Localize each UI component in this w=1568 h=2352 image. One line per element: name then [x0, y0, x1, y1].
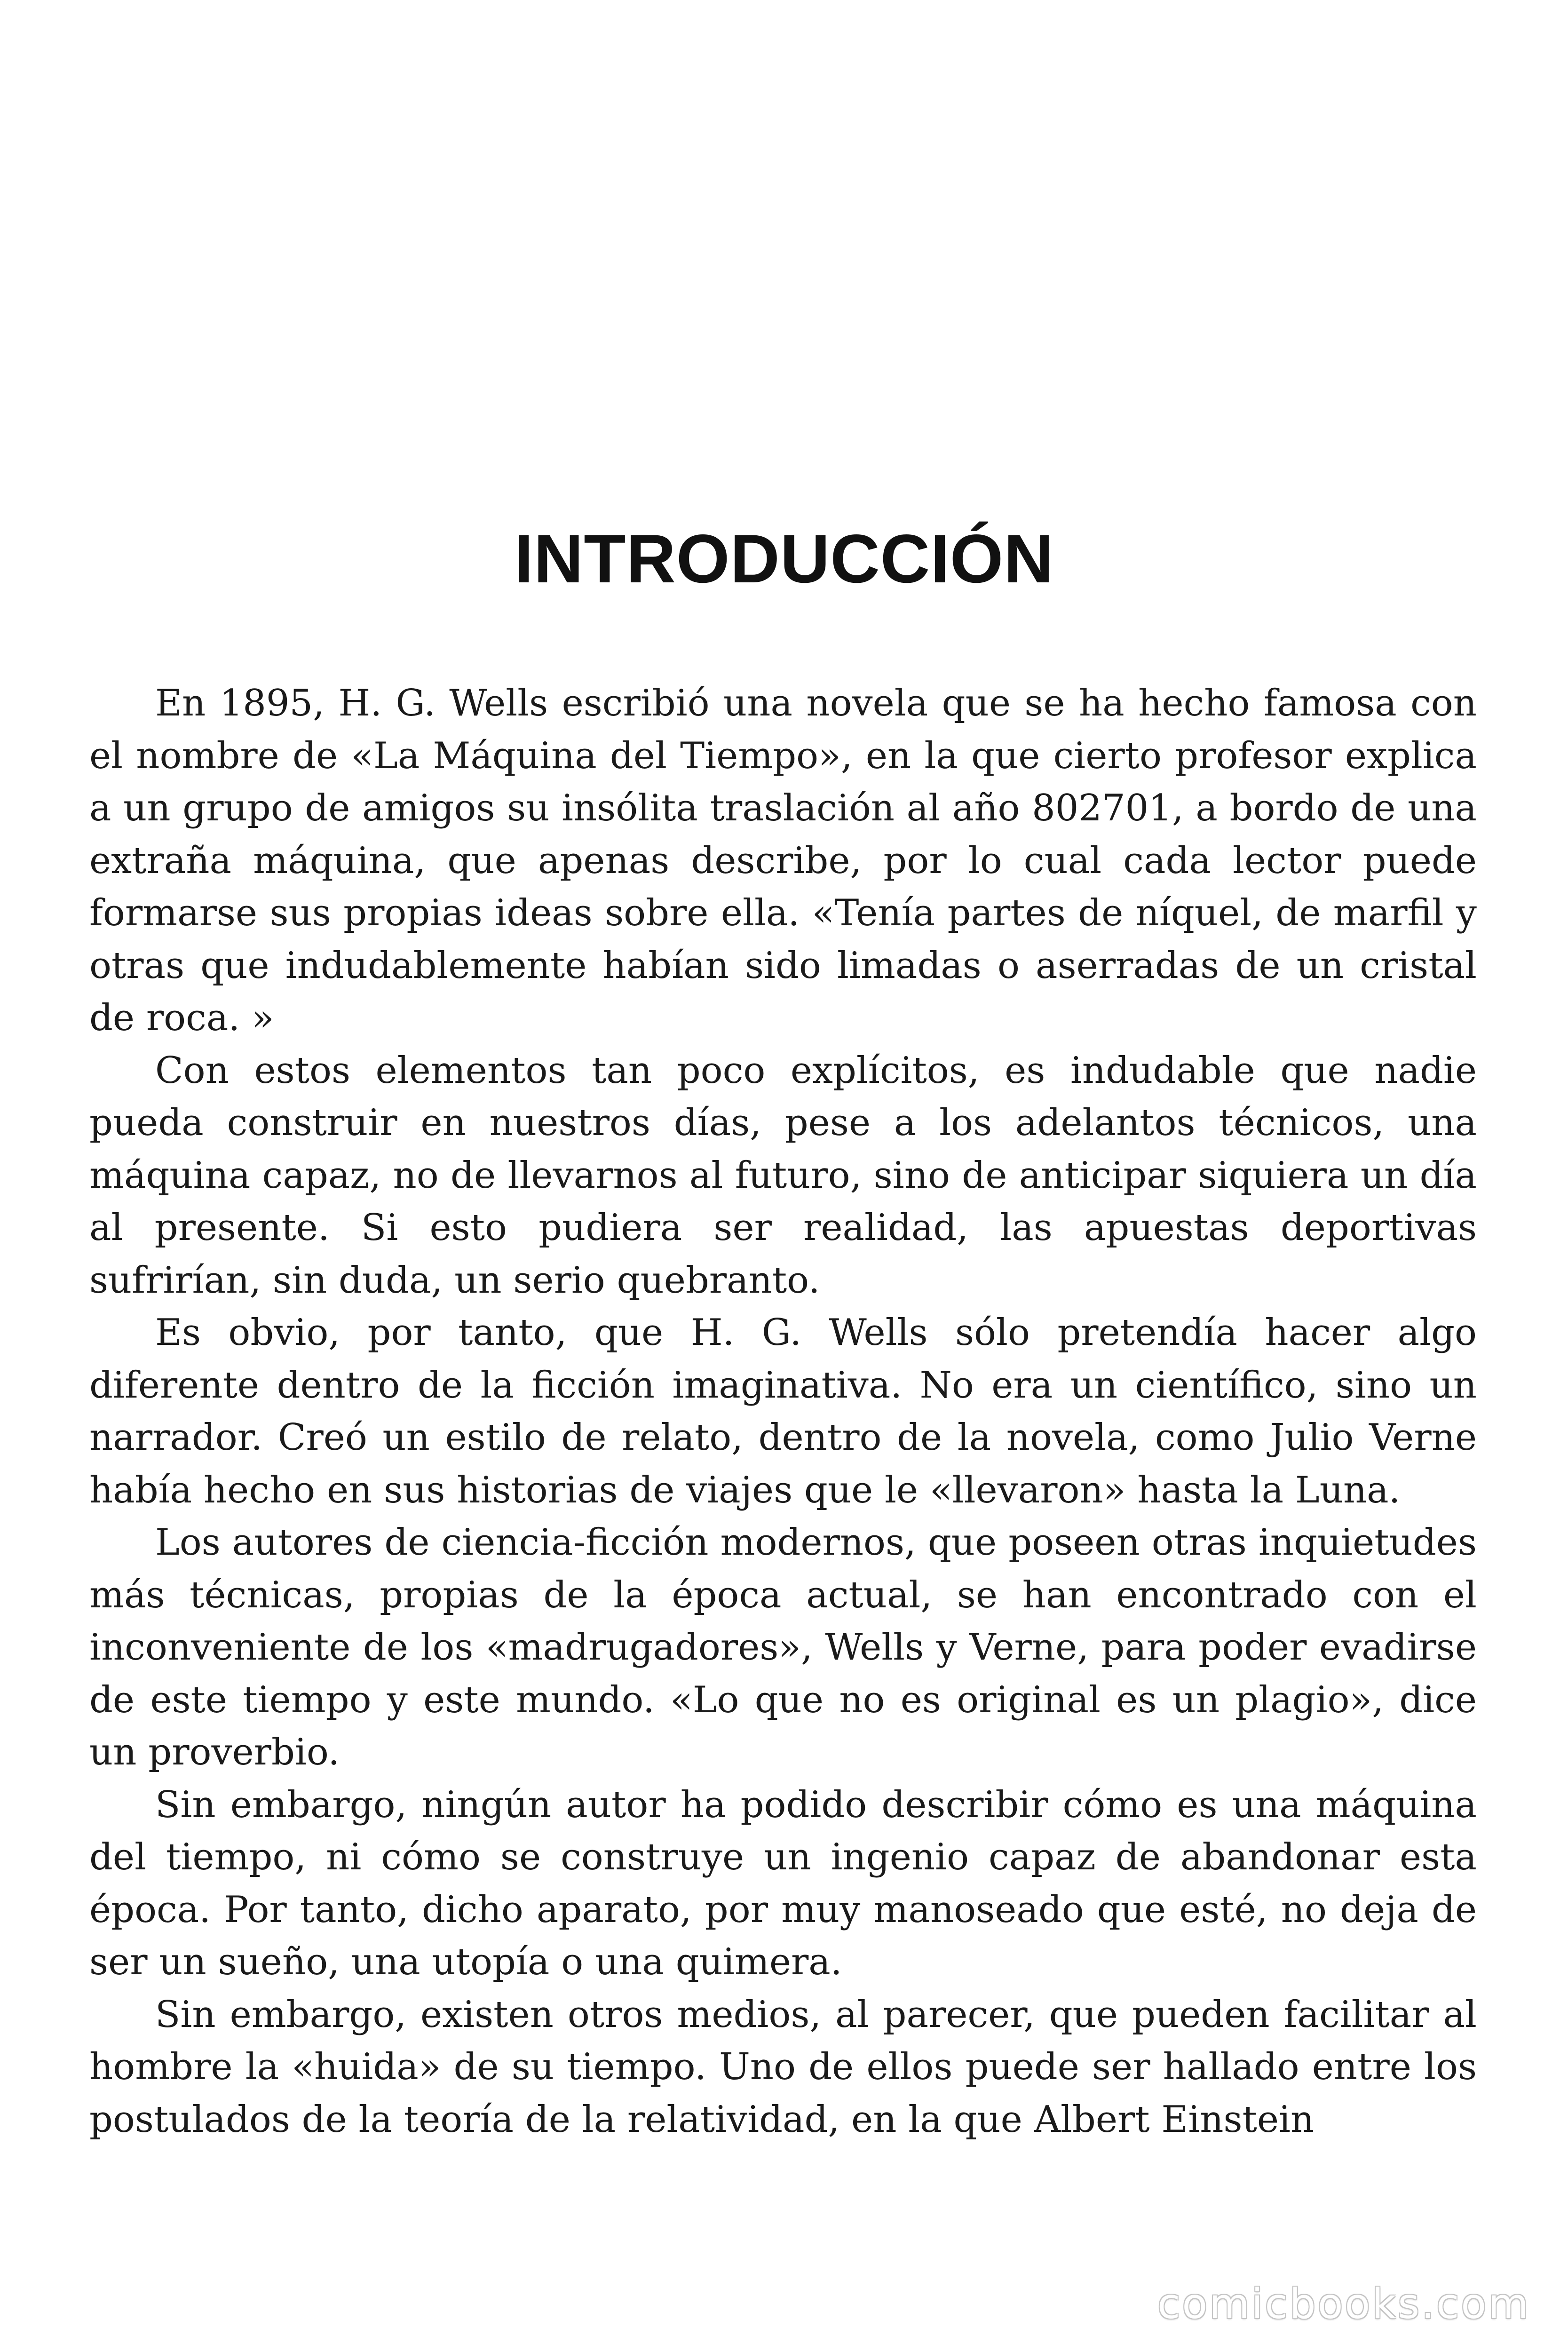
paragraph: Con estos elementos tan poco explícitos, es indudable que nadie pueda construir en nuestros días, pese a los adelantos técnicos, una máquina capaz, no de llevarnos al futuro, sino de anticipar siquiera un día al presente. Si esto pudiera ser realidad, las apuestas deportivas sufrirían, sin duda, un serio quebranto. — [89, 1049, 1477, 1302]
chapter-title: INTRODUCCIÓN — [514, 520, 1054, 597]
paragraph: Sin embargo, existen otros medios, al parecer, que pueden facilitar al hombre la «huida» de su tiempo. Uno de ellos puede ser hallado entre los postulados de la teoría de la relatividad, en la que Albert Einstein — [89, 1993, 1477, 2141]
paragraph: Es obvio, por tanto, que H. G. Wells sólo pretendía hacer algo diferente dentro de la ficción imaginativa. No era un científico, sino un narrador. Creó un estilo de relato, dentro de la novela, como Julio Verne había hecho en sus historias de viajes que le «llevaron» hasta la Luna. — [89, 1311, 1477, 1511]
watermark: comicbooks.com — [1157, 2280, 1530, 2328]
paragraph: Los autores de ciencia-ficción modernos, que poseen otras inquietudes más técnicas, propias de la época actual, se han encontrado con el inconveniente de los «madrugadores», Wells y Verne, para poder evadirse de este tiempo y este mundo. «Lo que no es original es un plagio», dice un proverbio. — [89, 1521, 1477, 1773]
paragraph: Sin embargo, ningún autor ha podido describir cómo es una máquina del tiempo, ni cómo se construye un ingenio capaz de abandonar esta época. Por tanto, dicho aparato, por muy manoseado que esté, no deja de ser un sueño, una utopía o una quimera. — [89, 1783, 1477, 1983]
body-text — [89, 677, 1477, 2146]
paragraph: En 1895, H. G. Wells escribió una novela que se ha hecho famosa con el nombre de «La Máquina del Tiempo», en la que cierto profesor explica a un grupo de amigos su insólita traslación al año 802701, a bordo de una extraña máquina, que apenas describe, por lo cual cada lector puede formarse sus propias ideas sobre ella. «Tenía partes de níquel, de marfil y otras que indudablemente habían sido limadas o aserradas de un cristal de roca. » — [89, 682, 1477, 1039]
